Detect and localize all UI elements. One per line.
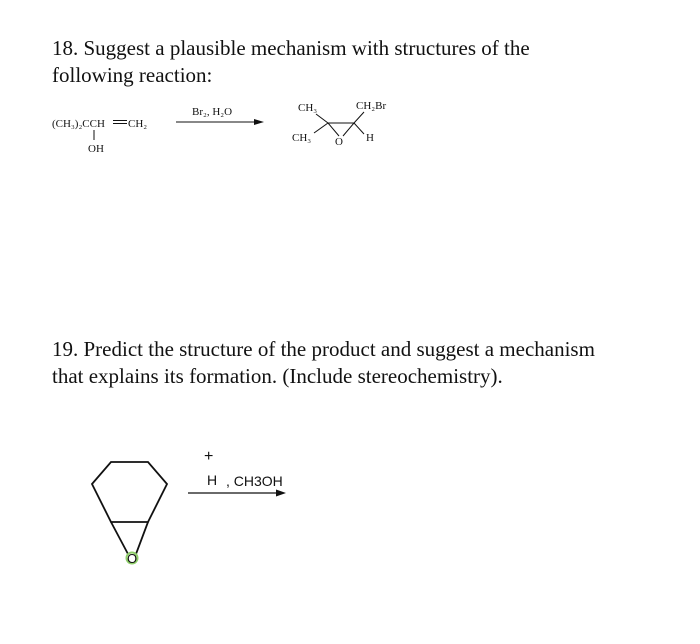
reagent-19-rest: , CH3OH (226, 473, 283, 489)
epoxide-bond-left (111, 522, 128, 554)
reactant-oh-text: OH (88, 143, 104, 155)
epoxide-co-bond-right (343, 123, 354, 136)
cyclohexane-ring (92, 462, 167, 522)
reagent-19-h: H (207, 472, 218, 488)
bond-h (354, 123, 364, 134)
reaction-18 (52, 100, 386, 155)
bond-ch2br (354, 112, 364, 123)
question-18-line-1: 18. Suggest a plausible mechanism with structures of the (52, 36, 530, 60)
product-o-text: O (335, 136, 343, 148)
reagent-19-plus: + (204, 448, 214, 465)
product-ch3-left-text: CH₃ (292, 132, 312, 144)
question-19-text (52, 336, 677, 390)
bond-ch3-left (314, 123, 328, 133)
epoxide-co-bond-left (328, 123, 339, 136)
product-ch3-top-text: CH₃ (298, 102, 318, 114)
reaction-19 (92, 448, 286, 566)
question-19-line-1: 19. Predict the structure of the product and suggest a mechanism (52, 337, 595, 361)
product-h-text: H (366, 132, 374, 144)
question-19-line-2: that explains its formation. (Include stereochemistry). (52, 364, 503, 388)
epoxide-bond-right (136, 522, 148, 554)
reactant-main-text: (CH₃)₂CCH (52, 118, 105, 130)
reaction-arrow-19-head (276, 490, 286, 497)
question-18-line-2: following reaction: (52, 63, 213, 87)
product-ch2br-text: CH₂Br (356, 100, 387, 112)
reactant-ch2-text: CH₂ (128, 118, 148, 130)
epoxide-o-text: O (127, 551, 138, 566)
reagent-18-text: Br₂, H₂O (192, 106, 233, 118)
reaction-arrow-18-head (254, 119, 264, 125)
bond-ch3-top (316, 114, 328, 123)
